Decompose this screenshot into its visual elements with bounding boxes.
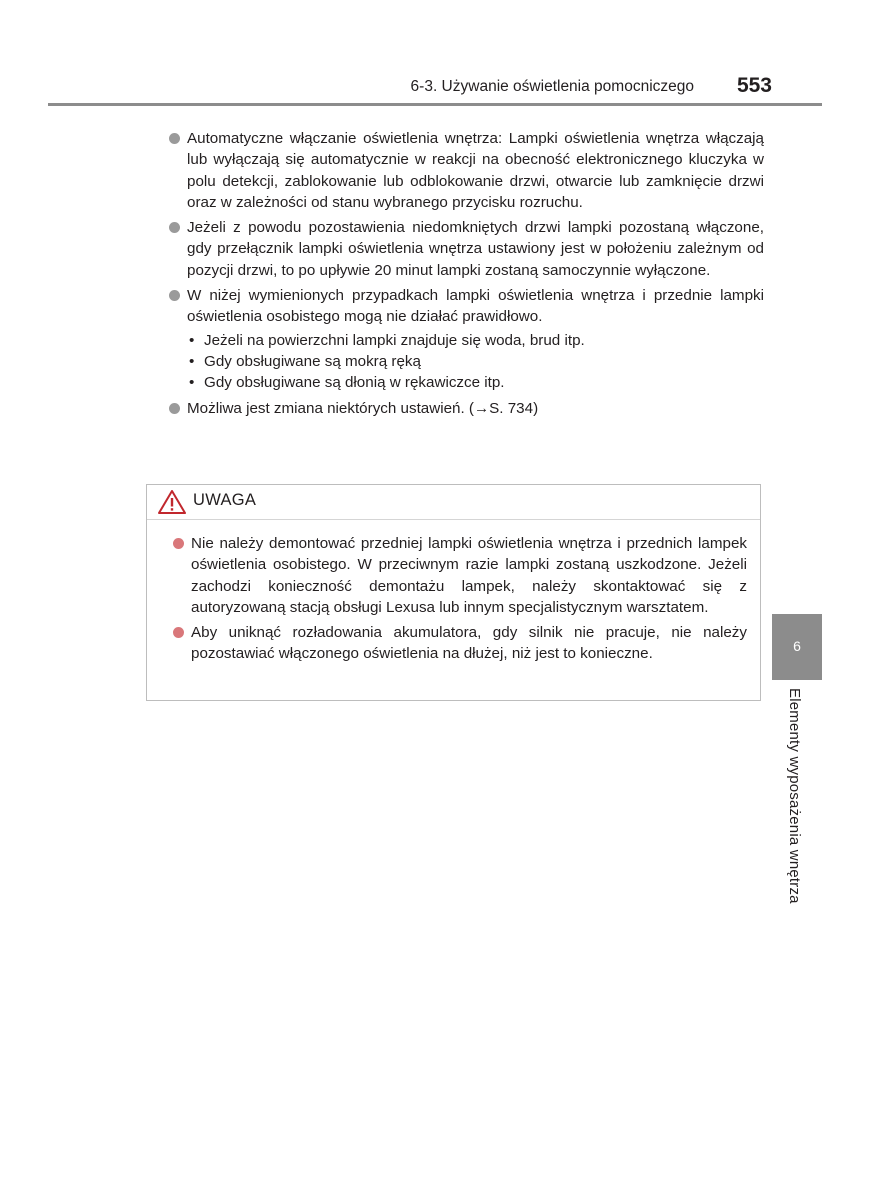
bullet-item-auto-lighting xyxy=(168,128,764,213)
header-rule xyxy=(48,103,822,106)
small-bullet-icon: • xyxy=(189,352,195,370)
bullet-text: Jeżeli z powodu pozostawienia niedomkniętych drzwi lampki pozostaną włączone, gdy przełącznik lampki oświetlenia wnętrza ustawiony jest w położeniu zależnym od pozycji drzwi, to po upływie 20 minut lampki zostaną samoczynnie wyłączone. xyxy=(187,219,764,279)
sub-item-text: Gdy obsługiwane są dłonią w rękawiczce itp. xyxy=(204,374,505,392)
chapter-tab xyxy=(772,614,822,680)
bullet-text: Możliwa jest zmiana niektórych ustawień. (→S. 734) xyxy=(187,399,539,417)
main-content xyxy=(168,128,764,423)
sub-list xyxy=(168,330,764,394)
bullet-text: W niżej wymienionych przypadkach lampki oświetlenia wnętrza i przednie lampki oświetlenia osobistego mogą nie działać prawidłowo. xyxy=(187,287,764,326)
gray-bullet-icon xyxy=(169,403,180,414)
chapter-title: Elementy wyposażenia wnętrza xyxy=(786,688,803,904)
section-title: 6-3. Używanie oświetlenia pomocniczego xyxy=(410,78,694,95)
red-bullet-icon xyxy=(173,538,184,549)
warning-text: Aby uniknąć rozładowania akumulatora, gdy silnik nie pracuje, nie należy pozostawiać włączonego oświetlenia na dłużej, niż jest to konieczne. xyxy=(191,624,747,663)
bullet-item-malfunction-cases xyxy=(168,285,764,328)
sub-item xyxy=(188,351,764,372)
red-bullet-icon xyxy=(173,627,184,638)
sub-item-text: Jeżeli na powierzchni lampki znajduje się woda, brud itp. xyxy=(204,331,585,349)
gray-bullet-icon xyxy=(169,133,180,144)
sub-item-text: Gdy obsługiwane są mokrą ręką xyxy=(204,352,421,370)
warning-title: UWAGA xyxy=(193,491,257,509)
bullet-text: Automatyczne włączanie oświetlenia wnętrza: Lampki oświetlenia wnętrza włączają lub wyłączają się automatycznie w reakcji na obecność elektronicznego kluczyka w polu detekcji, zablokowanie lub odblokowanie drzwi, otwarcie lub zamknięcie drzwi oraz w zależności od stanu wybranego przycisku rozruchu. xyxy=(187,130,764,211)
sub-item xyxy=(188,372,764,393)
warning-item-dismount xyxy=(172,533,747,618)
warning-body xyxy=(172,533,747,669)
warning-header xyxy=(147,485,760,520)
bullet-item-door-timeout xyxy=(168,217,764,281)
chapter-number: 6 xyxy=(793,638,801,654)
warning-item-battery xyxy=(172,622,747,665)
small-bullet-icon: • xyxy=(189,331,195,349)
warning-box xyxy=(146,484,761,701)
small-bullet-icon: • xyxy=(189,374,195,392)
sub-item xyxy=(188,330,764,351)
gray-bullet-icon xyxy=(169,222,180,233)
page-number: 553 xyxy=(736,74,772,97)
warning-triangle-icon xyxy=(157,489,187,515)
warning-text: Nie należy demontować przedniej lampki oświetlenia wnętrza i przednich lampek oświetlenia osobistego. W przeciwnym razie lampki zostaną uszkodzone. Jeżeli zachodzi konieczność demontażu lampek, należy skontaktować się z autoryzowaną stacją obsługi Lexusa lub innym specjalistycznym warsztatem. xyxy=(191,535,747,616)
bullet-item-settings xyxy=(168,398,764,419)
gray-bullet-icon xyxy=(169,290,180,301)
